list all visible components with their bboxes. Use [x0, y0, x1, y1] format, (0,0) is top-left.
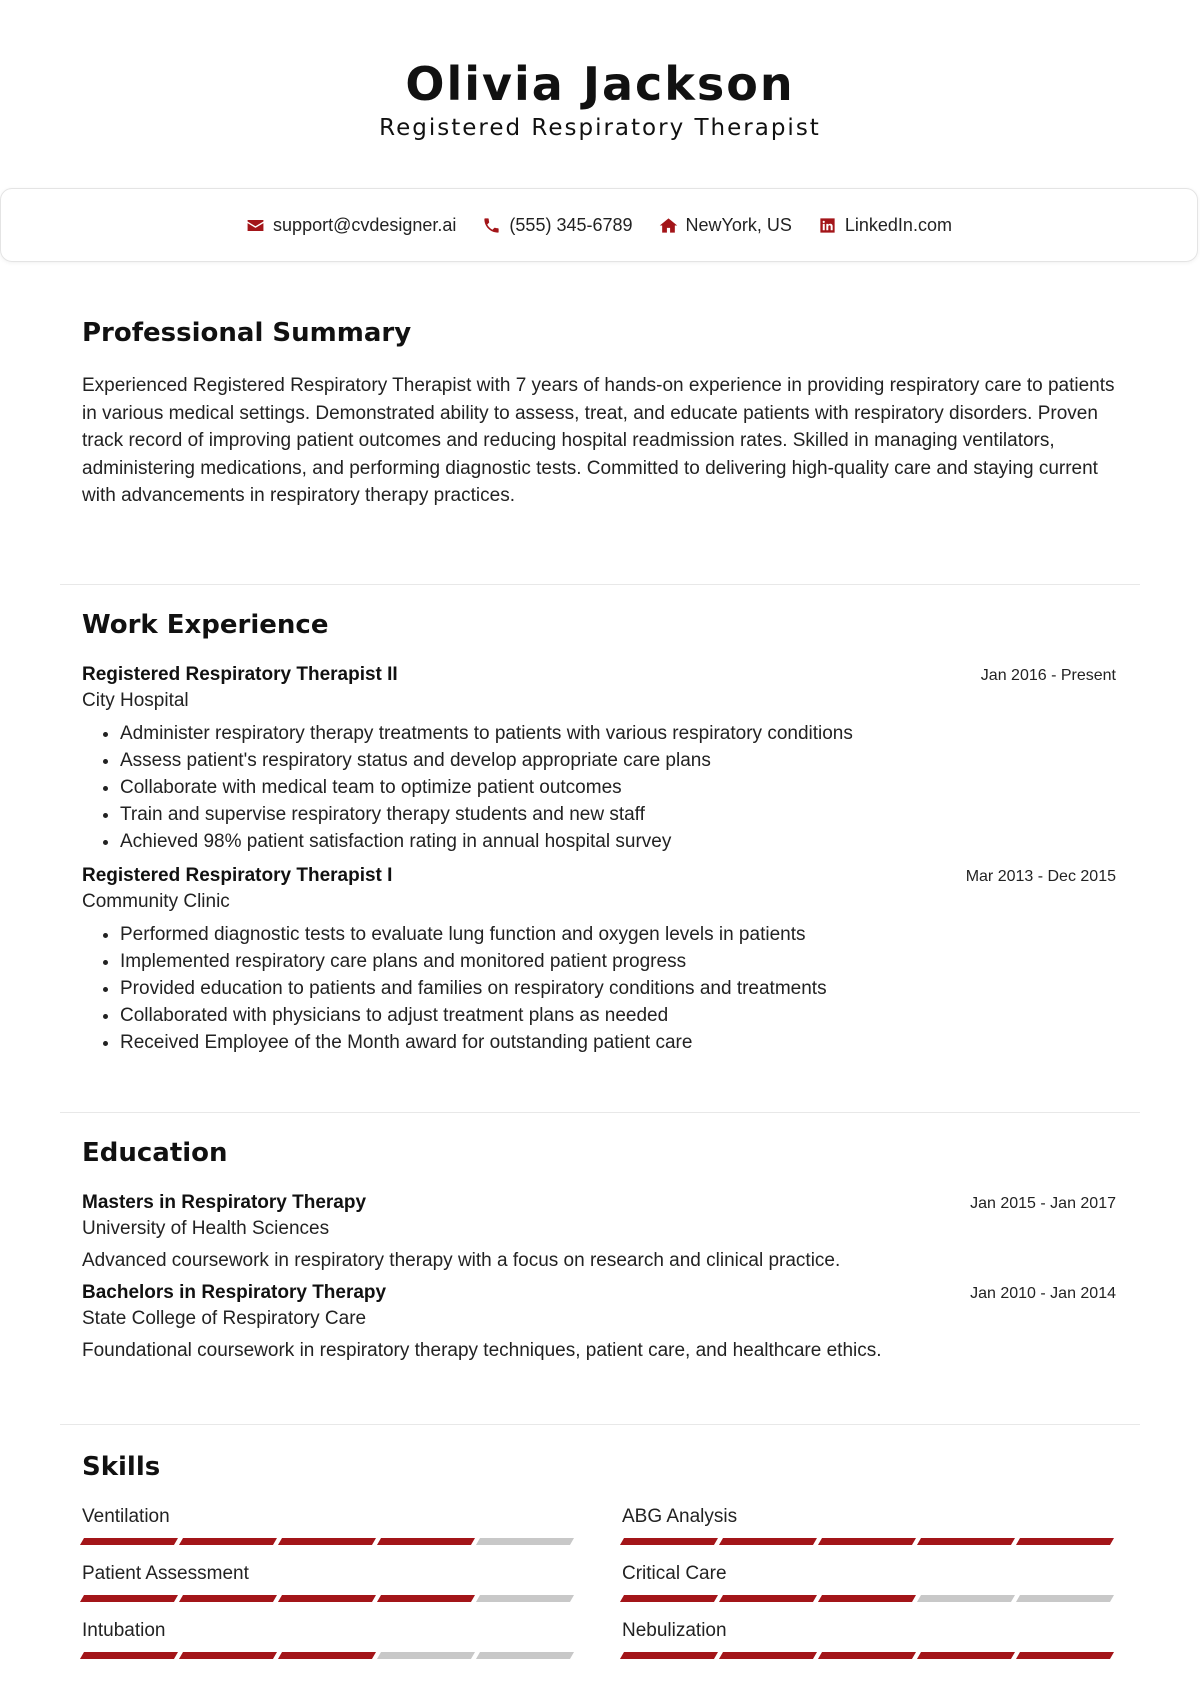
skill-item — [82, 1563, 574, 1602]
skill-segment-filled — [377, 1595, 475, 1602]
skills-heading: Skills — [82, 1452, 161, 1482]
skill-segment-filled — [917, 1538, 1015, 1545]
skill-segment-filled — [620, 1538, 718, 1545]
skill-segment-filled — [620, 1595, 718, 1602]
skill-segment-filled — [179, 1538, 277, 1545]
contact-email-text: support@cvdesigner.ai — [273, 214, 457, 235]
contact-location — [659, 215, 792, 236]
skill-segment-filled — [179, 1652, 277, 1659]
skill-segment-filled — [719, 1538, 817, 1545]
job-bullet: • Assess patient's respiratory status and develop appropriate care plans — [120, 747, 1116, 774]
skill-segment-filled — [278, 1652, 376, 1659]
contact-email[interactable] — [246, 215, 456, 236]
job-bullet: • Achieved 98% patient satisfaction rating in annual hospital survey — [120, 828, 1116, 855]
skill-segment-filled — [818, 1595, 916, 1602]
education-section — [82, 1138, 1116, 1372]
summary-section — [82, 318, 1116, 510]
skill-segment-empty — [917, 1595, 1015, 1602]
job-title: Registered Respiratory Therapist I — [82, 865, 393, 886]
contact-phone-text: (555) 345-6789 — [509, 214, 633, 235]
job-bullet: • Performed diagnostic tests to evaluate lung function and oxygen levels in patients — [120, 921, 1116, 948]
envelope-icon — [246, 216, 265, 235]
section-divider — [60, 584, 1140, 585]
skill-name: ABG Analysis — [622, 1506, 738, 1527]
school-name: State College of Respiratory Care — [82, 1308, 367, 1329]
job-entry — [82, 664, 1116, 855]
education-entry — [82, 1282, 1116, 1362]
degree-title: Bachelors in Respiratory Therapy — [82, 1282, 387, 1303]
candidate-name: Olivia Jackson — [405, 57, 795, 111]
skill-segment-empty — [377, 1652, 475, 1659]
job-entry — [82, 865, 1116, 1056]
job-bullet: • Train and supervise respiratory therapy students and new staff — [120, 801, 1116, 828]
contact-linkedin[interactable] — [818, 215, 952, 236]
education-dates: Jan 2010 - Jan 2014 — [970, 1285, 1116, 1302]
job-bullets — [82, 720, 1116, 855]
skill-segment-filled — [179, 1595, 277, 1602]
skill-segment-empty — [1016, 1595, 1114, 1602]
resume-header — [0, 0, 1200, 141]
skill-segment-filled — [719, 1652, 817, 1659]
skill-item — [622, 1506, 1114, 1545]
job-organization: City Hospital — [82, 690, 189, 711]
contact-phone[interactable] — [482, 215, 632, 236]
skill-level-bar — [82, 1538, 574, 1545]
education-entry — [82, 1192, 1116, 1272]
linkedin-icon — [818, 216, 837, 235]
skill-level-bar — [622, 1595, 1114, 1602]
skill-item — [622, 1620, 1114, 1659]
skill-segment-empty — [476, 1652, 574, 1659]
skills-grid — [82, 1506, 1116, 1659]
education-description: Foundational coursework in respiratory therapy techniques, patient care, and healthcare ethics. — [82, 1340, 882, 1361]
job-bullet: • Collaborated with physicians to adjust treatment plans as needed — [120, 1002, 1116, 1029]
skill-segment-filled — [917, 1652, 1015, 1659]
education-heading: Education — [82, 1138, 228, 1168]
skill-segment-filled — [278, 1595, 376, 1602]
job-bullet: • Administer respiratory therapy treatments to patients with various respiratory conditions — [120, 720, 1116, 747]
skills-section — [82, 1452, 1116, 1659]
job-bullets — [82, 921, 1116, 1056]
job-title: Registered Respiratory Therapist II — [82, 664, 398, 685]
phone-icon — [482, 216, 501, 235]
job-bullet: • Received Employee of the Month award for outstanding patient care — [120, 1029, 1116, 1056]
section-divider — [60, 1424, 1140, 1425]
job-bullet: • Collaborate with medical team to optimize patient outcomes — [120, 774, 1116, 801]
section-divider — [60, 1112, 1140, 1113]
skill-item — [82, 1506, 574, 1545]
skill-name: Patient Assessment — [82, 1563, 249, 1584]
skill-level-bar — [622, 1652, 1114, 1659]
skill-segment-filled — [80, 1595, 178, 1602]
experience-heading: Work Experience — [82, 610, 329, 640]
skill-level-bar — [82, 1595, 574, 1602]
skill-segment-filled — [719, 1595, 817, 1602]
skill-name: Ventilation — [82, 1506, 170, 1527]
skill-segment-filled — [1016, 1538, 1114, 1545]
candidate-title: Registered Respiratory Therapist — [379, 114, 821, 141]
job-bullet: • Provided education to patients and families on respiratory conditions and treatments — [120, 975, 1116, 1002]
skill-segment-filled — [80, 1652, 178, 1659]
skill-segment-filled — [818, 1652, 916, 1659]
contact-linkedin-text: LinkedIn.com — [844, 214, 952, 235]
education-dates: Jan 2015 - Jan 2017 — [970, 1195, 1116, 1212]
summary-text: Experienced Registered Respiratory Therapist with 7 years of hands-on experience in providing respiratory care to patients in various medical settings. Demonstrated ability to assess, treat, and educate patients with respiratory disorders. Proven track record of improving patient outcomes and reducing hospital readmission rates. Skilled in managing ventilators, administering medications, and performing diagnostic tests. Committed to delivering high-quality care and staying current with advancements in respiratory therapy practices. — [82, 375, 1115, 506]
home-icon — [659, 216, 678, 235]
skill-name: Critical Care — [622, 1563, 727, 1584]
skill-name: Intubation — [82, 1620, 166, 1641]
skill-segment-filled — [620, 1652, 718, 1659]
skill-item — [82, 1620, 574, 1659]
skill-segment-filled — [1016, 1652, 1114, 1659]
degree-title: Masters in Respiratory Therapy — [82, 1192, 367, 1213]
skill-name: Nebulization — [622, 1620, 727, 1641]
summary-heading: Professional Summary — [82, 318, 412, 348]
experience-section — [82, 610, 1116, 1066]
skill-level-bar — [622, 1538, 1114, 1545]
skill-segment-empty — [476, 1538, 574, 1545]
skill-level-bar — [82, 1652, 574, 1659]
skill-segment-empty — [476, 1595, 574, 1602]
skill-segment-filled — [377, 1538, 475, 1545]
contact-bar — [0, 188, 1198, 262]
job-bullet: • Implemented respiratory care plans and monitored patient progress — [120, 948, 1116, 975]
skill-segment-filled — [278, 1538, 376, 1545]
contact-location-text: NewYork, US — [685, 214, 792, 235]
school-name: University of Health Sciences — [82, 1218, 330, 1239]
education-description: Advanced coursework in respiratory therapy with a focus on research and clinical practice. — [82, 1250, 841, 1271]
skill-segment-filled — [80, 1538, 178, 1545]
job-organization: Community Clinic — [82, 891, 230, 912]
skill-segment-filled — [818, 1538, 916, 1545]
job-dates: Mar 2013 - Dec 2015 — [965, 868, 1116, 885]
skill-item — [622, 1563, 1114, 1602]
job-dates: Jan 2016 - Present — [980, 667, 1116, 684]
